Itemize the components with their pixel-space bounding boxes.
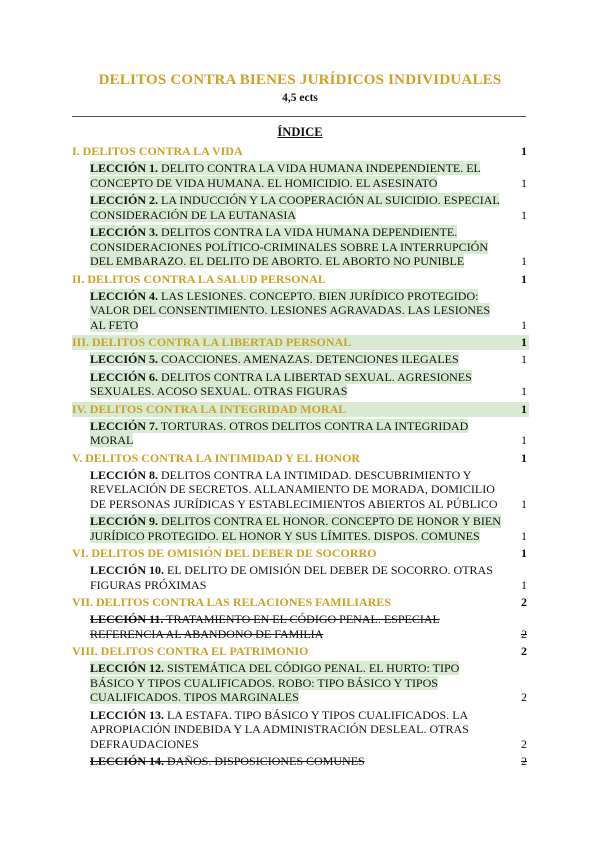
section-title: VIII. DELITOS CONTRA EL PATRIMONIO [72, 644, 309, 658]
lesson-title: DELITOS CONTRA LA INTIMIDAD. DESCUBRIMIENTO Y REVELACIÓN DE SECRETOS. ALLANAMIENTO DE MORADA, DOMICILIO DE PERSONAS JURÍDICAS Y ESTABLECIMIENTOS ABIERTOS AL PÚBLICO [90, 467, 498, 511]
toc-section[interactable] [72, 144, 529, 159]
lesson-title: DELITOS CONTRA LA LIBERTAD SEXUAL. AGRESIONES SEXUALES. ACOSO SEXUAL. OTRAS FIGURAS [90, 369, 472, 398]
lesson-number: LECCIÓN 9. [90, 514, 159, 528]
lesson-number: LECCIÓN 8. [90, 467, 159, 482]
lesson-page-number: 2 [521, 736, 527, 751]
lesson-entry [90, 352, 459, 366]
lesson-title: COACCIONES. AMENAZAS. DETENCIONES ILEGALES [158, 352, 459, 366]
section-title: VII. DELITOS CONTRA LAS RELACIONES FAMILIARES [72, 595, 391, 609]
toc-lesson[interactable] [90, 661, 529, 705]
lesson-entry [90, 612, 440, 641]
lesson-page-number: 1 [521, 352, 527, 366]
lesson-page-number: 1 [521, 207, 527, 222]
lesson-entry [90, 370, 472, 399]
lesson-entry [90, 193, 499, 222]
section-page-number: 1 [521, 401, 527, 416]
toc-section[interactable] [72, 402, 529, 417]
section-page-number: 1 [521, 546, 527, 560]
lesson-entry [90, 161, 480, 190]
lesson-number: LECCIÓN 4. [90, 288, 159, 303]
lesson-title: TRATAMIENTO EN EL CÓDIGO PENAL. ESPECIAL REFERENCIA AL ABANDONO DE FAMILIA [90, 612, 440, 641]
toc-section[interactable] [72, 546, 529, 561]
lesson-entry [90, 563, 493, 592]
toc-lesson[interactable] [90, 225, 529, 269]
toc-section[interactable] [72, 644, 529, 659]
lesson-number: LECCIÓN 13. [90, 707, 165, 722]
lesson-page-number: 1 [521, 175, 527, 190]
lesson-title: DELITO CONTRA LA VIDA HUMANA INDEPENDIENTE. EL CONCEPTO DE VIDA HUMANA. EL HOMICIDIO. EL ASESINATO [90, 161, 481, 190]
lesson-entry [90, 514, 501, 543]
lesson-title: LAS LESIONES. CONCEPTO. BIEN JURÍDICO PROTEGIDO: VALOR DEL CONSENTIMIENTO. LESIONES AGRAVADAS. LAS LESIONES AL FETO [90, 288, 491, 332]
lesson-number: LECCIÓN 7. [90, 418, 159, 433]
lesson-page-number: 1 [521, 577, 527, 592]
lesson-title: EL DELITO DE OMISIÓN DEL DEBER DE SOCORRO. OTRAS FIGURAS PRÓXIMAS [90, 563, 493, 592]
section-title: II. DELITOS CONTRA LA SALUD PERSONAL [72, 271, 326, 286]
section-page-number: 1 [521, 335, 527, 349]
section-page-number: 2 [521, 644, 527, 658]
toc-lesson[interactable] [90, 708, 529, 752]
index-heading: ÍNDICE [277, 125, 323, 139]
lesson-page-number: 1 [521, 384, 527, 398]
toc-lesson[interactable] [90, 468, 529, 512]
lesson-page-number: 1 [521, 496, 527, 511]
section-page-number: 2 [521, 595, 527, 609]
toc-section[interactable] [72, 335, 529, 350]
toc-lesson[interactable] [90, 514, 529, 543]
section-title: V. DELITOS CONTRA LA INTIMIDAD Y EL HONOR [72, 450, 361, 465]
lesson-entry [90, 468, 498, 511]
section-page-number: 1 [521, 271, 527, 286]
toc-section[interactable] [72, 272, 529, 287]
lesson-entry [90, 289, 490, 332]
toc-lesson[interactable] [90, 563, 529, 592]
lesson-number: LECCIÓN 1. [90, 161, 159, 175]
table-of-contents [72, 144, 529, 772]
lesson-page-number: 2 [521, 754, 527, 768]
document-title: DELITOS CONTRA BIENES JURÍDICOS INDIVIDUALES [98, 72, 502, 88]
lesson-title: SISTEMÁTICA DEL CÓDIGO PENAL. EL HURTO: TIPO BÁSICO Y TIPOS CUALIFICADOS. ROBO: TIPO BÁSICO Y TIPOS CUALIFICADOS. TIPOS MARGINALES [90, 661, 460, 704]
lesson-number: LECCIÓN 11. [90, 612, 164, 626]
toc-lesson[interactable] [90, 289, 529, 333]
lesson-number: LECCIÓN 10. [90, 563, 165, 577]
toc-lesson[interactable] [90, 754, 529, 769]
toc-lesson[interactable] [90, 419, 529, 448]
section-title: VI. DELITOS DE OMISIÓN DEL DEBER DE SOCORRO [72, 546, 377, 560]
lesson-title: LA ESTAFA. TIPO BÁSICO Y TIPOS CUALIFICADOS. LA APROPIACIÓN INDEBIDA Y LA ADMINISTRACIÓN DESLEAL. OTRAS DEFRAUDACIONES [90, 707, 469, 751]
section-page-number: 1 [521, 450, 527, 465]
section-title: IV. DELITOS CONTRA LA INTEGRIDAD MORAL [72, 401, 347, 416]
section-title: III. DELITOS CONTRA LA LIBERTAD PERSONAL [72, 335, 352, 349]
lesson-number: LECCIÓN 3. [90, 225, 159, 239]
lesson-number: LECCIÓN 5. [90, 352, 159, 366]
toc-section[interactable] [72, 451, 529, 466]
lesson-page-number: 1 [521, 528, 527, 543]
section-page-number: 1 [521, 144, 527, 158]
lesson-number: LECCIÓN 12. [90, 661, 165, 675]
toc-lesson[interactable] [90, 352, 529, 367]
lesson-title: DAÑOS. DISPOSICIONES COMUNES [164, 754, 365, 768]
credits-label: 4,5 ects [282, 92, 318, 104]
lesson-page-number: 2 [521, 690, 527, 704]
lesson-title: TORTURAS. OTROS DELITOS CONTRA LA INTEGRIDAD MORAL [90, 418, 469, 447]
toc-lesson[interactable] [90, 193, 529, 222]
toc-lesson[interactable] [90, 161, 529, 190]
lesson-page-number: 1 [521, 433, 527, 447]
lesson-number: LECCIÓN 14. [90, 754, 165, 768]
header-divider [72, 116, 526, 117]
section-title: I. DELITOS CONTRA LA VIDA [72, 144, 243, 158]
lesson-number: LECCIÓN 6. [90, 369, 159, 384]
lesson-entry [90, 661, 459, 704]
lesson-entry [90, 708, 469, 751]
toc-section[interactable] [72, 595, 529, 610]
lesson-title: DELITOS CONTRA LA VIDA HUMANA DEPENDIENTE. CONSIDERACIONES POLÍTICO-CRIMINALES SOBRE LA INTERRUPCIÓN DEL EMBARAZO. EL DELITO DE ABORTO. EL ABORTO NO PUNIBLE [90, 225, 489, 268]
toc-lesson[interactable] [90, 612, 529, 641]
toc-lesson[interactable] [90, 370, 529, 399]
lesson-entry [90, 754, 365, 768]
lesson-title: DELITOS CONTRA EL HONOR. CONCEPTO DE HONOR Y BIEN JURÍDICO PROTEGIDO. EL HONOR Y SUS LÍMITES. DISPOS. COMUNES [90, 514, 501, 543]
lesson-page-number: 1 [521, 254, 527, 268]
lesson-entry [90, 419, 468, 448]
lesson-page-number: 2 [521, 626, 527, 641]
lesson-page-number: 1 [521, 317, 527, 332]
lesson-title: LA INDUCCIÓN Y LA COOPERACIÓN AL SUICIDIO. ESPECIAL CONSIDERACIÓN DE LA EUTANASIA [90, 193, 500, 222]
lesson-entry [90, 225, 488, 268]
lesson-number: LECCIÓN 2. [90, 193, 159, 207]
